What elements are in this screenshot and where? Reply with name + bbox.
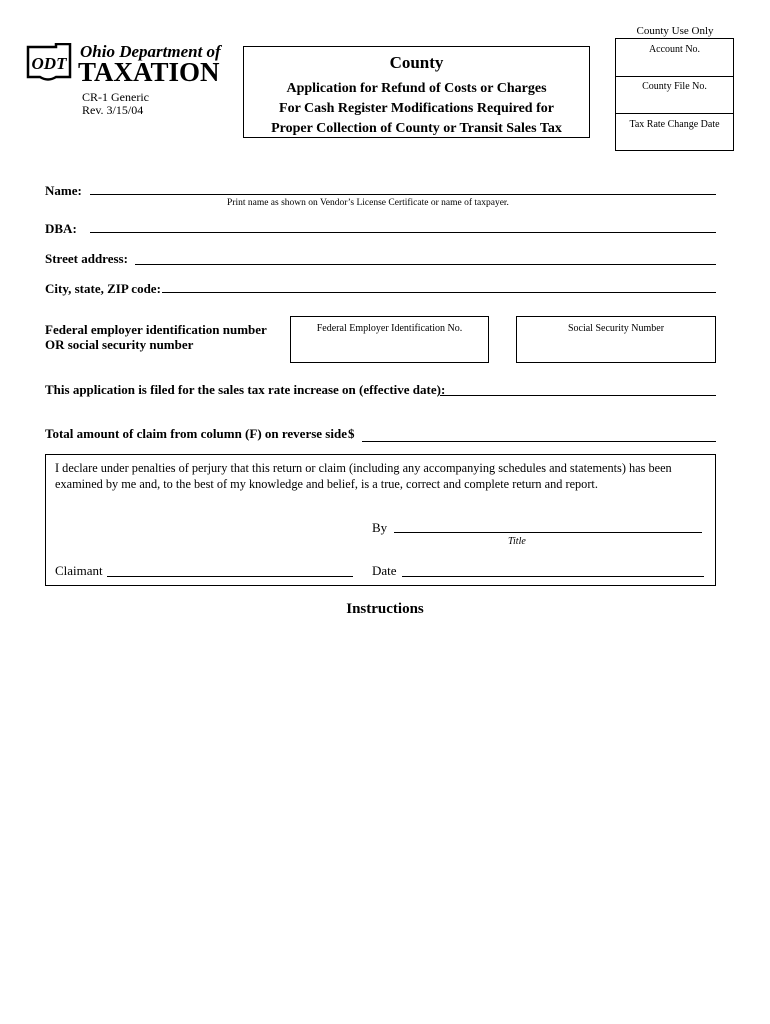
county-use-label: County Use Only <box>636 25 714 37</box>
dba-label: DBA: <box>45 221 77 236</box>
declaration-box <box>45 454 716 586</box>
title-line1: Application for Refund of Costs or Charges <box>286 81 547 96</box>
title-line2: For Cash Register Modifications Required for <box>279 101 554 116</box>
name-line <box>90 194 716 195</box>
fein-box-label: Federal Employer Identification No. <box>316 323 463 334</box>
city-label: City, state, ZIP code: <box>45 281 161 296</box>
name-input[interactable] <box>92 180 712 194</box>
dollar-sign: $ <box>348 426 355 441</box>
dept-name-line2: TAXATION <box>78 57 220 87</box>
total-claim-label: Total amount of claim from column (F) on reverse side <box>45 426 347 441</box>
form-id: CR-1 Generic <box>82 90 149 104</box>
county-file-label: County File No. <box>642 81 707 92</box>
odt-logo-icon <box>26 43 74 83</box>
county-file-cell[interactable] <box>616 76 733 114</box>
dept-name-line1: Ohio Department of <box>80 42 221 61</box>
street-line <box>135 264 716 265</box>
dba-input[interactable] <box>92 218 712 232</box>
ssn-box[interactable] <box>516 316 716 363</box>
date-input[interactable] <box>404 562 700 576</box>
city-input[interactable] <box>164 278 712 292</box>
city-line <box>162 292 716 293</box>
account-label: Account No. <box>648 44 701 55</box>
claimant-line <box>107 576 353 577</box>
form-revision: Rev. 3/15/04 <box>82 103 144 117</box>
title-caption: Title <box>508 536 526 547</box>
street-label: Street address: <box>45 251 128 266</box>
instructions-heading: Instructions <box>346 601 424 617</box>
effective-date-label: This application is filed for the sales tax rate increase on (effective date): <box>45 382 446 397</box>
title-heading: County <box>389 53 444 72</box>
effective-date-line <box>440 395 716 396</box>
fein-label-line2: OR social security number <box>45 337 194 352</box>
claimant-input[interactable] <box>109 562 349 576</box>
declaration-text: I declare under penalties of perjury that this return or claim (including any accompanying schedules and statements) has been examined by me and, to the best of my knowledge and belief, is a true, correct and complete return and report. <box>55 461 672 491</box>
by-line <box>394 532 702 533</box>
county-use-box <box>615 38 734 151</box>
total-claim-input[interactable] <box>364 427 712 441</box>
claimant-label: Claimant <box>55 563 103 578</box>
street-input[interactable] <box>137 250 712 264</box>
by-input[interactable] <box>396 518 698 532</box>
fein-box[interactable] <box>290 316 489 363</box>
fein-label-line1: Federal employer identification number <box>45 322 267 337</box>
date-label: Date <box>372 563 397 578</box>
name-label: Name: <box>45 183 82 198</box>
by-label: By <box>372 520 388 535</box>
date-line <box>402 576 704 577</box>
logo-text: ODT <box>31 54 67 73</box>
total-claim-line <box>362 441 716 442</box>
rate-date-label: Tax Rate Change Date <box>629 119 720 130</box>
title-line3: Proper Collection of County or Transit Sales Tax <box>271 121 562 136</box>
account-cell[interactable] <box>616 39 733 77</box>
title-box <box>243 46 590 138</box>
effective-date-input[interactable] <box>442 381 712 395</box>
name-hint: Print name as shown on Vendor’s License Certificate or name of taxpayer. <box>227 198 509 208</box>
ssn-box-label: Social Security Number <box>567 323 665 334</box>
dba-line <box>90 232 716 233</box>
rate-date-cell[interactable] <box>616 113 733 150</box>
